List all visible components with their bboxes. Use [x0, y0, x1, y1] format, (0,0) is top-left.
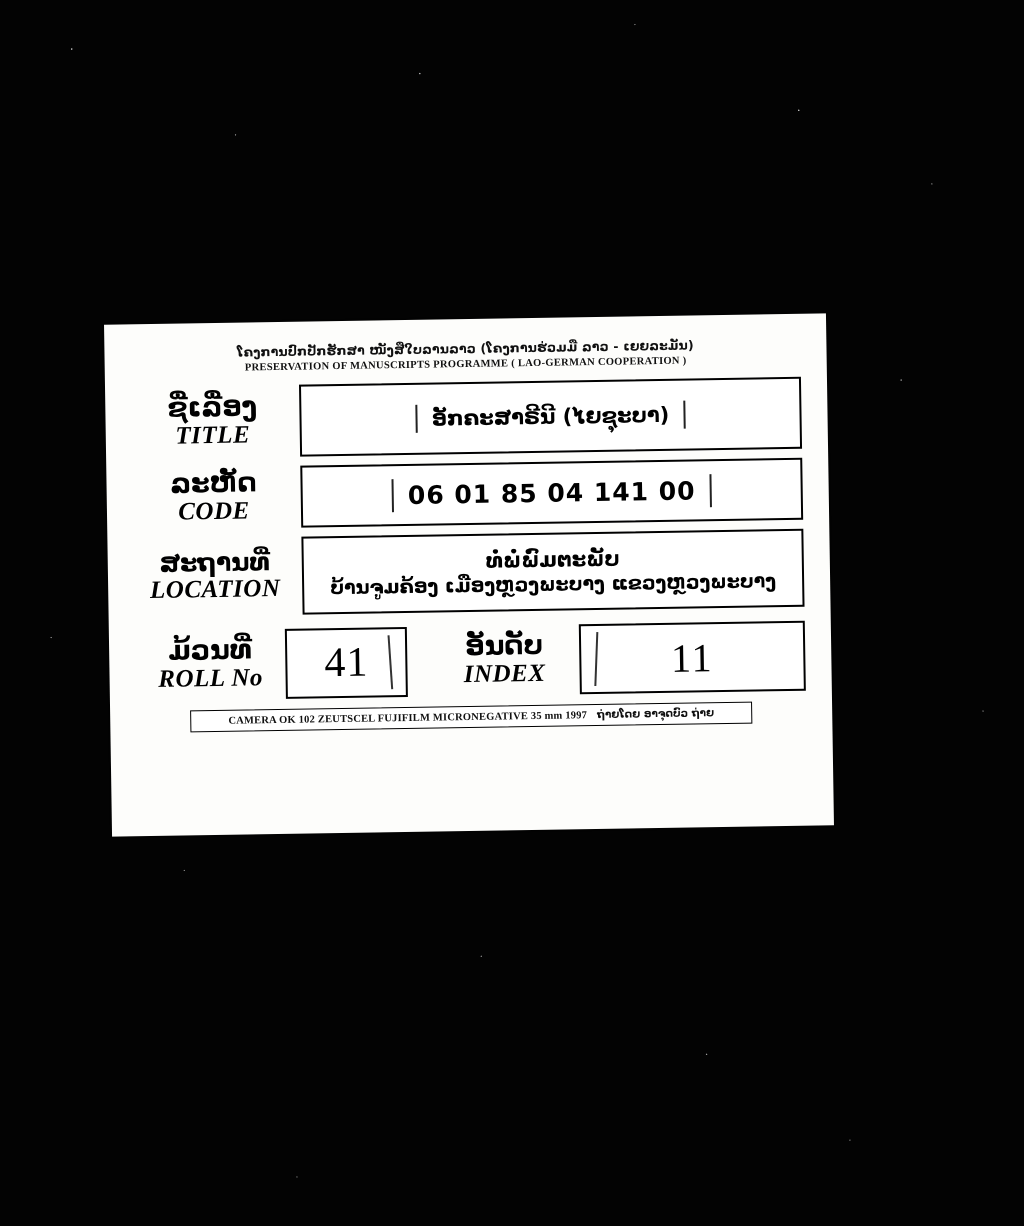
index-label-en: INDEX: [463, 660, 546, 689]
title-value-box: [299, 377, 802, 457]
location-value-box: [301, 529, 804, 615]
title-label: [131, 385, 300, 460]
location-label: [133, 537, 302, 618]
title-row: [131, 377, 802, 460]
location-value-line1: ທໍ່ພໍ່ພົມຕະພັບ: [485, 546, 620, 573]
code-value-box: [300, 458, 803, 528]
title-value: ອັກຄະສາຣີນີ (ໄຍຊຸະບາ): [416, 401, 686, 433]
microfilm-target-card: [104, 313, 834, 836]
location-value-line2: ບ້ານຈູມຄ້ອງ ເມືອງຫຼວງພະບາງ ແຂວງຫຼວງພະບາງ: [330, 569, 777, 599]
roll-number-label: [135, 629, 286, 701]
card-footer: [190, 702, 752, 733]
roll-number-value-box: [285, 627, 408, 699]
code-label-lao: ລະຫັດ: [170, 467, 257, 500]
tape-edge-icon: [388, 635, 394, 689]
footer-camera-info: CAMERA OK 102 ZEUTSCEL FUJIFILM MICRONEGATIVE 35 mm 1997: [228, 709, 588, 727]
index-label: [429, 624, 580, 696]
header-english-text: PRESERVATION OF MANUSCRIPTS PROGRAMME ( LAO-GERMAN COOPERATION ): [244, 355, 687, 374]
code-label: [132, 466, 301, 531]
roll-number-label-lao: ມ້ວນທີ່: [168, 634, 253, 667]
roll-number-value: 41: [324, 639, 369, 687]
location-label-en: LOCATION: [149, 575, 281, 605]
code-value: 06 01 85 04 141 00: [392, 474, 712, 512]
tape-edge-icon: [594, 632, 598, 686]
location-label-lao: ສະຖານທີ່: [159, 547, 271, 578]
card-content: [104, 313, 834, 836]
index-label-lao: ອັນດັບ: [464, 629, 544, 663]
code-row: [132, 458, 803, 531]
roll-index-row: [135, 621, 806, 702]
index-value-box: [579, 621, 806, 695]
header-lao-text: ໂຄງການປົກປັກຮັກສາ ໜັງສືໃບລານລາວ (ໂຄງການຮ່ວມມື ລາວ - ເຍຍລະມັນ): [236, 337, 694, 360]
code-label-en: CODE: [178, 497, 250, 526]
card-header: [130, 336, 800, 376]
location-row: [133, 529, 804, 618]
roll-number-label-en: ROLL No: [158, 664, 264, 694]
title-label-lao: ຊື່ເລື່ອງ: [167, 391, 258, 424]
index-value: 11: [670, 634, 714, 681]
title-label-en: TITLE: [175, 421, 251, 451]
footer-photographer-lao: ຖ່າຍໂດຍ ອາຈຸດບົວ ຖ່າຍ: [596, 707, 715, 722]
